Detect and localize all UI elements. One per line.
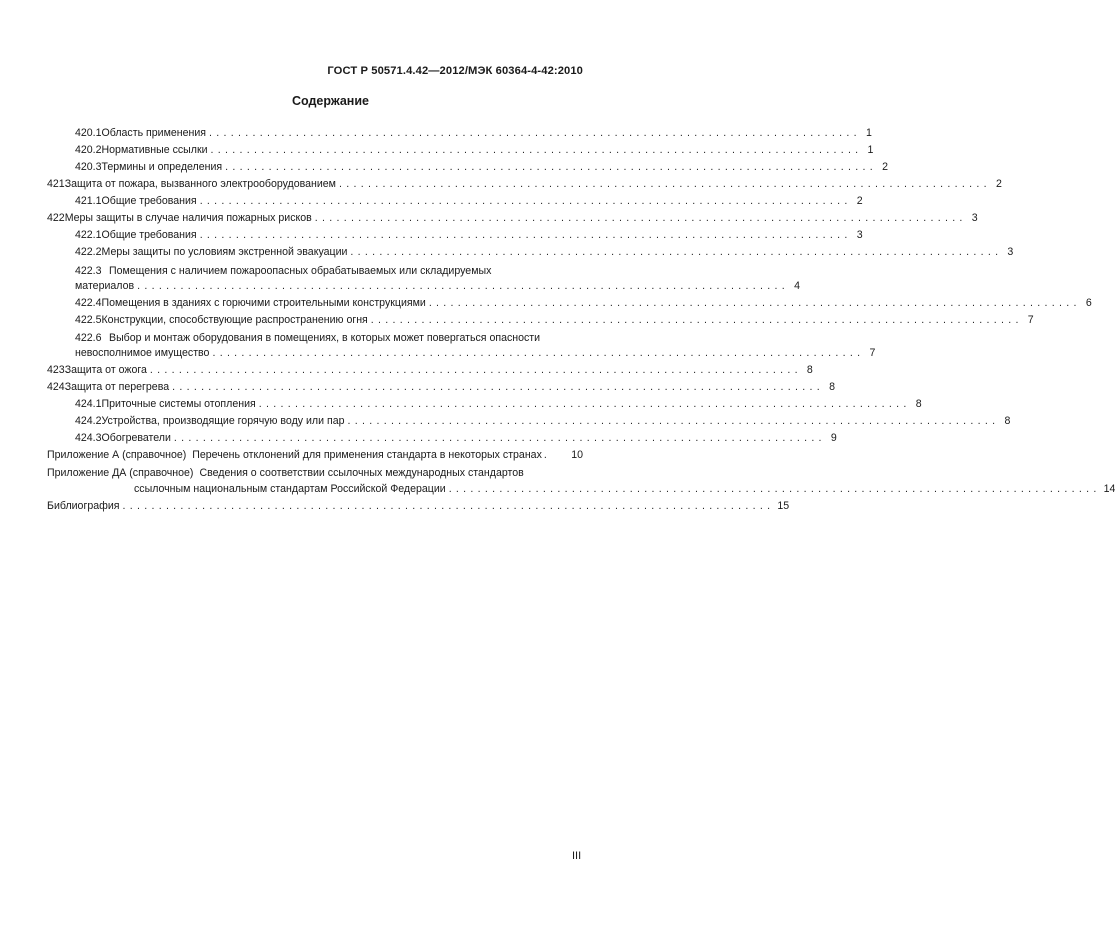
- toc-leader: ..........................................................................................: [428, 297, 1081, 309]
- toc-number: 423: [47, 364, 65, 376]
- toc-number: 421: [47, 178, 65, 190]
- toc-page: 8: [829, 381, 835, 393]
- toc-page: 4: [794, 280, 800, 292]
- toc-title: Общие требования: [101, 229, 197, 241]
- toc-page: 8: [1004, 415, 1011, 427]
- toc-entry-appendix-da-cont[interactable]: [134, 481, 1115, 498]
- toc-entry-422[interactable]: [47, 210, 978, 227]
- toc-leader: ..........................................................................................: [347, 415, 1000, 427]
- toc-page: 8: [915, 398, 922, 410]
- toc-title: Выбор и монтаж оборудования в помещениях, в которых может повергаться опасности: [109, 332, 541, 344]
- toc-leader: ..........................................................................................: [210, 144, 863, 156]
- toc-leader: ..........................................................................................: [149, 364, 802, 376]
- toc-title: Меры защиты по условиям экстренной эвакуации: [101, 246, 348, 258]
- toc-title: Перечень отклонений для применения стандарта в некоторых странах: [192, 449, 542, 461]
- toc-title: Библиография: [47, 500, 120, 512]
- toc-entry-420-2[interactable]: [75, 142, 874, 159]
- toc-title-continuation: невосполнимое имущество: [75, 347, 210, 359]
- toc-title: Обогреватели: [101, 432, 171, 444]
- toc-page: 2: [882, 161, 889, 173]
- toc-leader: ..........................................................................................: [350, 246, 1003, 258]
- document-header: ГОСТ Р 50571.4.42—2012/МЭК 60364-4-42:2010: [327, 65, 583, 77]
- toc-number: 420.1: [75, 127, 102, 139]
- toc-number: 422.6: [75, 332, 102, 344]
- toc-title-continuation: ссылочным национальным стандартам Российской Федерации: [134, 483, 446, 495]
- toc-number: 422.3: [75, 265, 102, 277]
- toc-entry-422-4[interactable]: [75, 295, 1092, 312]
- toc-number: 422.2: [75, 246, 102, 258]
- toc-title: Меры защиты в случае наличия пожарных рисков: [64, 212, 312, 224]
- toc-title-continuation: материалов: [75, 280, 135, 292]
- toc-page: 2: [995, 178, 1002, 190]
- toc-number: 421.1: [75, 195, 102, 207]
- toc-number: 424.3: [75, 432, 102, 444]
- toc-entry-422-5[interactable]: [75, 312, 1034, 329]
- toc-title: Нормативные ссылки: [101, 144, 208, 156]
- toc-number: 424: [47, 381, 65, 393]
- toc-number: 424.1: [75, 398, 102, 410]
- toc-leader: ..........................................................................................: [199, 195, 852, 207]
- toc-page: 2: [856, 195, 863, 207]
- page-number: III: [572, 850, 582, 862]
- toc-entry-bibliography[interactable]: [47, 498, 790, 515]
- toc-leader: ..........................................................................................: [209, 127, 861, 139]
- toc-entry-424-1[interactable]: [75, 396, 922, 413]
- toc-page: 14: [1103, 483, 1115, 495]
- toc-page: 10: [571, 449, 583, 461]
- toc-page: 7: [869, 347, 876, 359]
- toc-page: 3: [856, 229, 863, 241]
- toc-number: 420.3: [75, 161, 102, 173]
- toc-entry-422-1[interactable]: [75, 227, 863, 244]
- toc-leader: .: [543, 449, 549, 461]
- toc-entry-appendix-da[interactable]: [47, 465, 583, 482]
- toc-page: 1: [867, 144, 874, 156]
- toc-title: Область применения: [101, 127, 206, 139]
- toc-title: Защита от ожога: [64, 364, 147, 376]
- toc-appendix-label: Приложение ДА (справочное): [47, 467, 194, 479]
- toc-leader: ..........................................................................................: [137, 280, 789, 292]
- toc-page: 9: [830, 432, 837, 444]
- toc-entry-424-3[interactable]: [75, 430, 837, 447]
- toc-entry-422-3-cont[interactable]: [75, 278, 800, 295]
- toc-entry-424[interactable]: [47, 379, 835, 396]
- toc-leader: ..........................................................................................: [370, 314, 1023, 326]
- toc-title: Конструкции, способствующие распространению огня: [101, 314, 368, 326]
- toc-leader: ..........................................................................................: [338, 178, 991, 190]
- toc-title: Термины и определения: [101, 161, 223, 173]
- toc-leader: ..........................................................................................: [258, 398, 911, 410]
- toc-entry-423[interactable]: [47, 362, 813, 379]
- toc-number: 422.4: [75, 297, 102, 309]
- toc-leader: ..........................................................................................: [225, 161, 878, 173]
- toc-leader: ..........................................................................................: [448, 483, 1101, 495]
- toc-entry-420-1[interactable]: [75, 125, 872, 142]
- toc-entry-424-2[interactable]: [75, 413, 1011, 430]
- toc-number: 424.2: [75, 415, 102, 427]
- toc-title: Помещения в зданиях с горючими строительными конструкциями: [101, 297, 426, 309]
- toc-title: Помещения с наличием пожароопасных обрабатываемых или складируемых: [109, 265, 492, 277]
- page-title: Содержание: [291, 94, 369, 108]
- toc-title: Устройства, производящие горячую воду или пар: [101, 415, 345, 427]
- toc-number: 422: [47, 212, 65, 224]
- toc-page: 6: [1085, 297, 1092, 309]
- toc-appendix-label: Приложение А (справочное): [47, 449, 187, 461]
- toc-entry-422-6-cont[interactable]: [75, 345, 876, 362]
- toc-page: 3: [1007, 246, 1014, 258]
- toc-number: 422.1: [75, 229, 102, 241]
- toc-title: Сведения о соответствии ссылочных международных стандартов: [199, 467, 524, 479]
- toc-leader: ..........................................................................................: [199, 229, 852, 241]
- toc-title: Защита от перегрева: [64, 381, 170, 393]
- toc-entry-421[interactable]: [47, 176, 1002, 193]
- toc-leader: ..........................................................................................: [172, 381, 824, 393]
- toc-entry-appendix-a[interactable]: [47, 447, 583, 464]
- toc-entry-421-1[interactable]: [75, 193, 863, 210]
- toc-entry-422-2[interactable]: [75, 244, 1014, 261]
- toc-entry-420-3[interactable]: [75, 159, 889, 176]
- toc-page: 15: [777, 500, 790, 512]
- toc-title: Приточные системы отопления: [101, 398, 256, 410]
- toc-number: 422.5: [75, 314, 102, 326]
- toc-leader: ..........................................................................................: [173, 432, 826, 444]
- toc-leader: ..........................................................................................: [314, 212, 967, 224]
- toc-title: Общие требования: [101, 195, 197, 207]
- toc-title: Защита от пожара, вызванного электрооборудованием: [64, 178, 336, 190]
- toc-number: 420.2: [75, 144, 102, 156]
- toc-page: 3: [971, 212, 978, 224]
- toc-page: 8: [806, 364, 813, 376]
- toc-leader: ..........................................................................................: [122, 500, 775, 512]
- toc-page: 1: [866, 127, 872, 139]
- toc-page: 7: [1027, 314, 1034, 326]
- toc-leader: ..........................................................................................: [212, 347, 865, 359]
